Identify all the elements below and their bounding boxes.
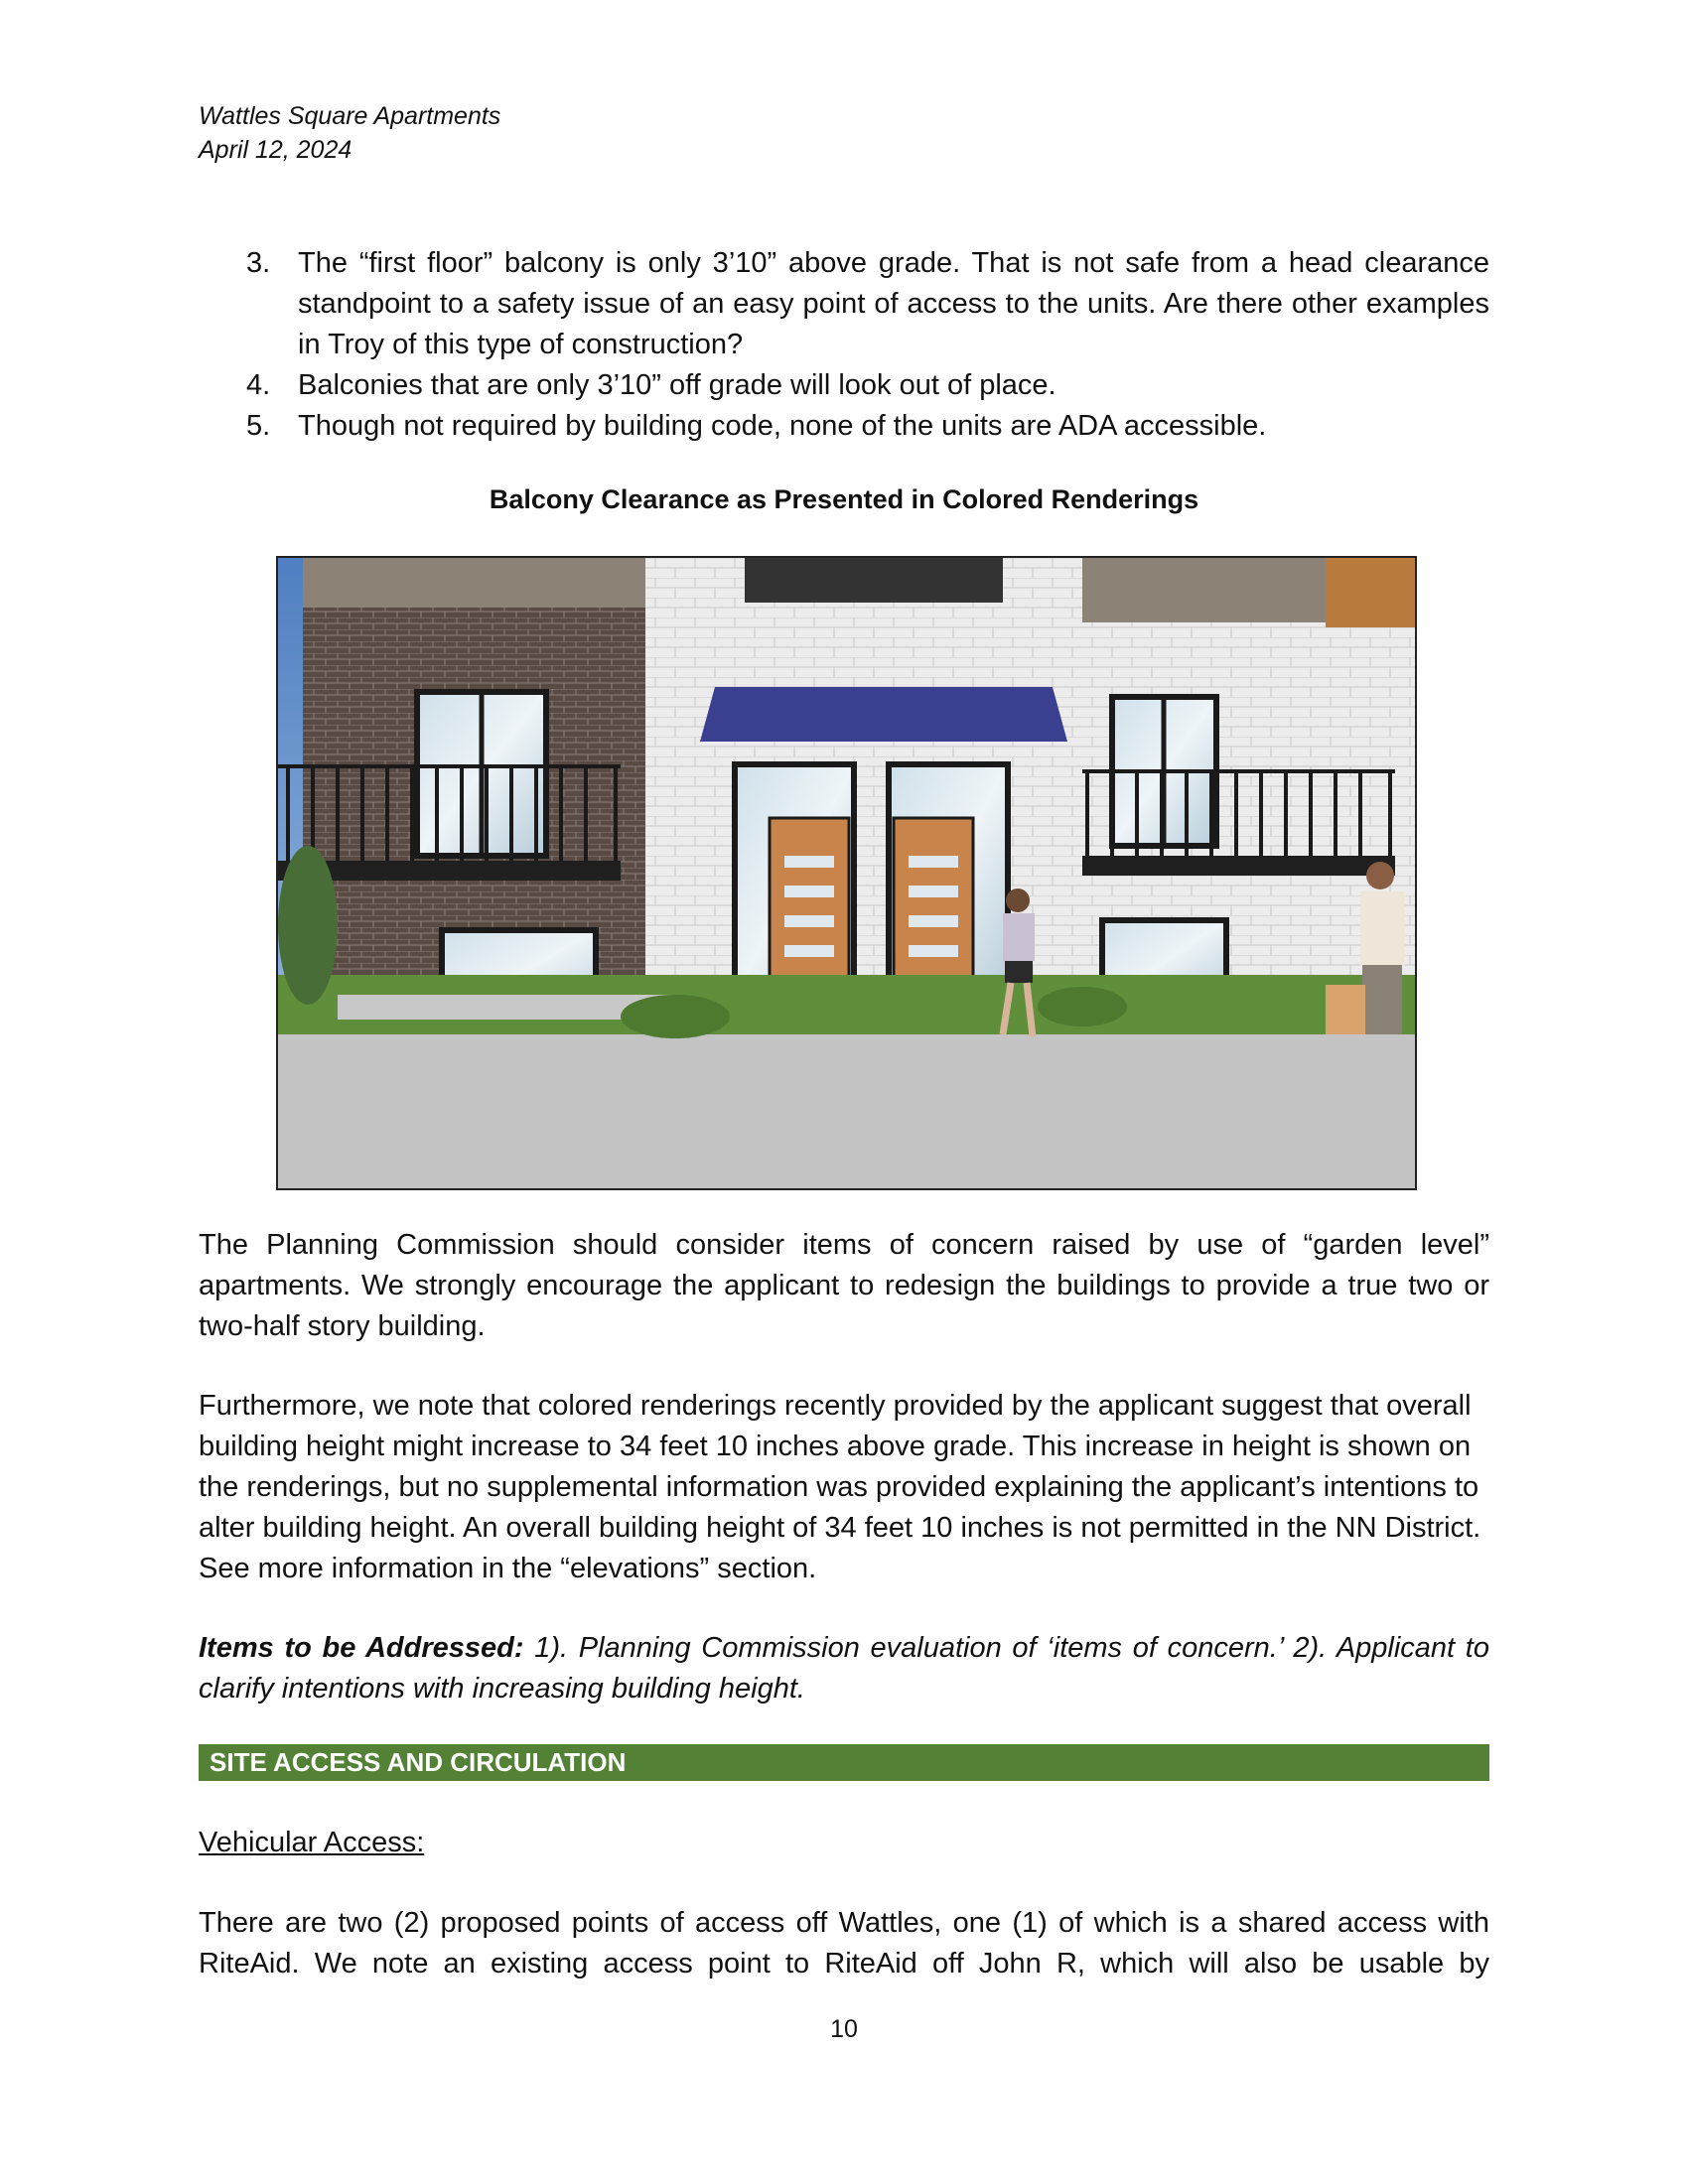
concerns-list <box>199 243 1489 447</box>
access-line-2: RiteAid. We note an existing access point to RiteAid off John R, which will also be usable by <box>199 1948 1489 1979</box>
list-item-text: Though not required by building code, none of the units are ADA accessible. <box>298 410 1267 442</box>
list-item-number: 4. <box>246 369 271 401</box>
list-item-number: 5. <box>246 410 271 442</box>
list-item <box>199 406 1489 447</box>
list-item-text: Balconies that are only 3’10” off grade will look out of place. <box>298 369 1056 401</box>
garden-level-paragraph: The Planning Commission should consider items of concern raised by use of “garden level” apartments. We strongly encourage the applicant to redesign the buildings to provide a true two or two-half story building. <box>199 1229 1489 1342</box>
section-title: SITE ACCESS AND CIRCULATION <box>210 1747 627 1777</box>
page-header <box>199 99 500 167</box>
project-name: Wattles Square Apartments <box>199 102 501 130</box>
building-height-paragraph: Furthermore, we note that colored renderings recently provided by the applicant suggest that overall building height might increase to 34 feet 10 inches above grade. This increase in height is shown on the renderings, but no supplemental information was provided explaining the applicant’s intentions to alter building height. An overall building height of 34 feet 10 inches is not permitted in the NN District. See more information in the “elevations” section. <box>199 1390 1481 1584</box>
list-item-text: The “first floor” balcony is only 3’10” above grade. That is not safe from a head clearance standpoint to a safety issue of an easy point of access to the units. Are there other examples in Troy of this type of construction? <box>298 247 1489 360</box>
access-line-1: There are two (2) proposed points of access off Wattles, one (1) of which is a shared access with <box>199 1907 1489 1939</box>
list-item <box>199 243 1489 365</box>
items-to-address-text: 1). Planning Commission evaluation of ‘items of concern.’ 2). Applicant to clarify intentions with increasing building height. <box>199 1632 1489 1705</box>
items-to-address-label: Items to be Addressed: <box>199 1632 524 1664</box>
document-date: April 12, 2024 <box>199 136 352 164</box>
section-heading <box>199 1744 1489 1781</box>
page-number: 10 <box>830 2015 858 2043</box>
list-item-number: 3. <box>246 247 271 279</box>
building-rendering-image <box>276 556 1417 1190</box>
vehicular-access-subheading: Vehicular Access: <box>199 1827 425 1858</box>
figure-caption: Balcony Clearance as Presented in Colored Renderings <box>489 484 1199 514</box>
items-to-address-paragraph <box>199 1628 1489 1709</box>
list-item <box>199 365 1489 406</box>
vehicular-access-paragraph <box>199 1903 1489 1984</box>
